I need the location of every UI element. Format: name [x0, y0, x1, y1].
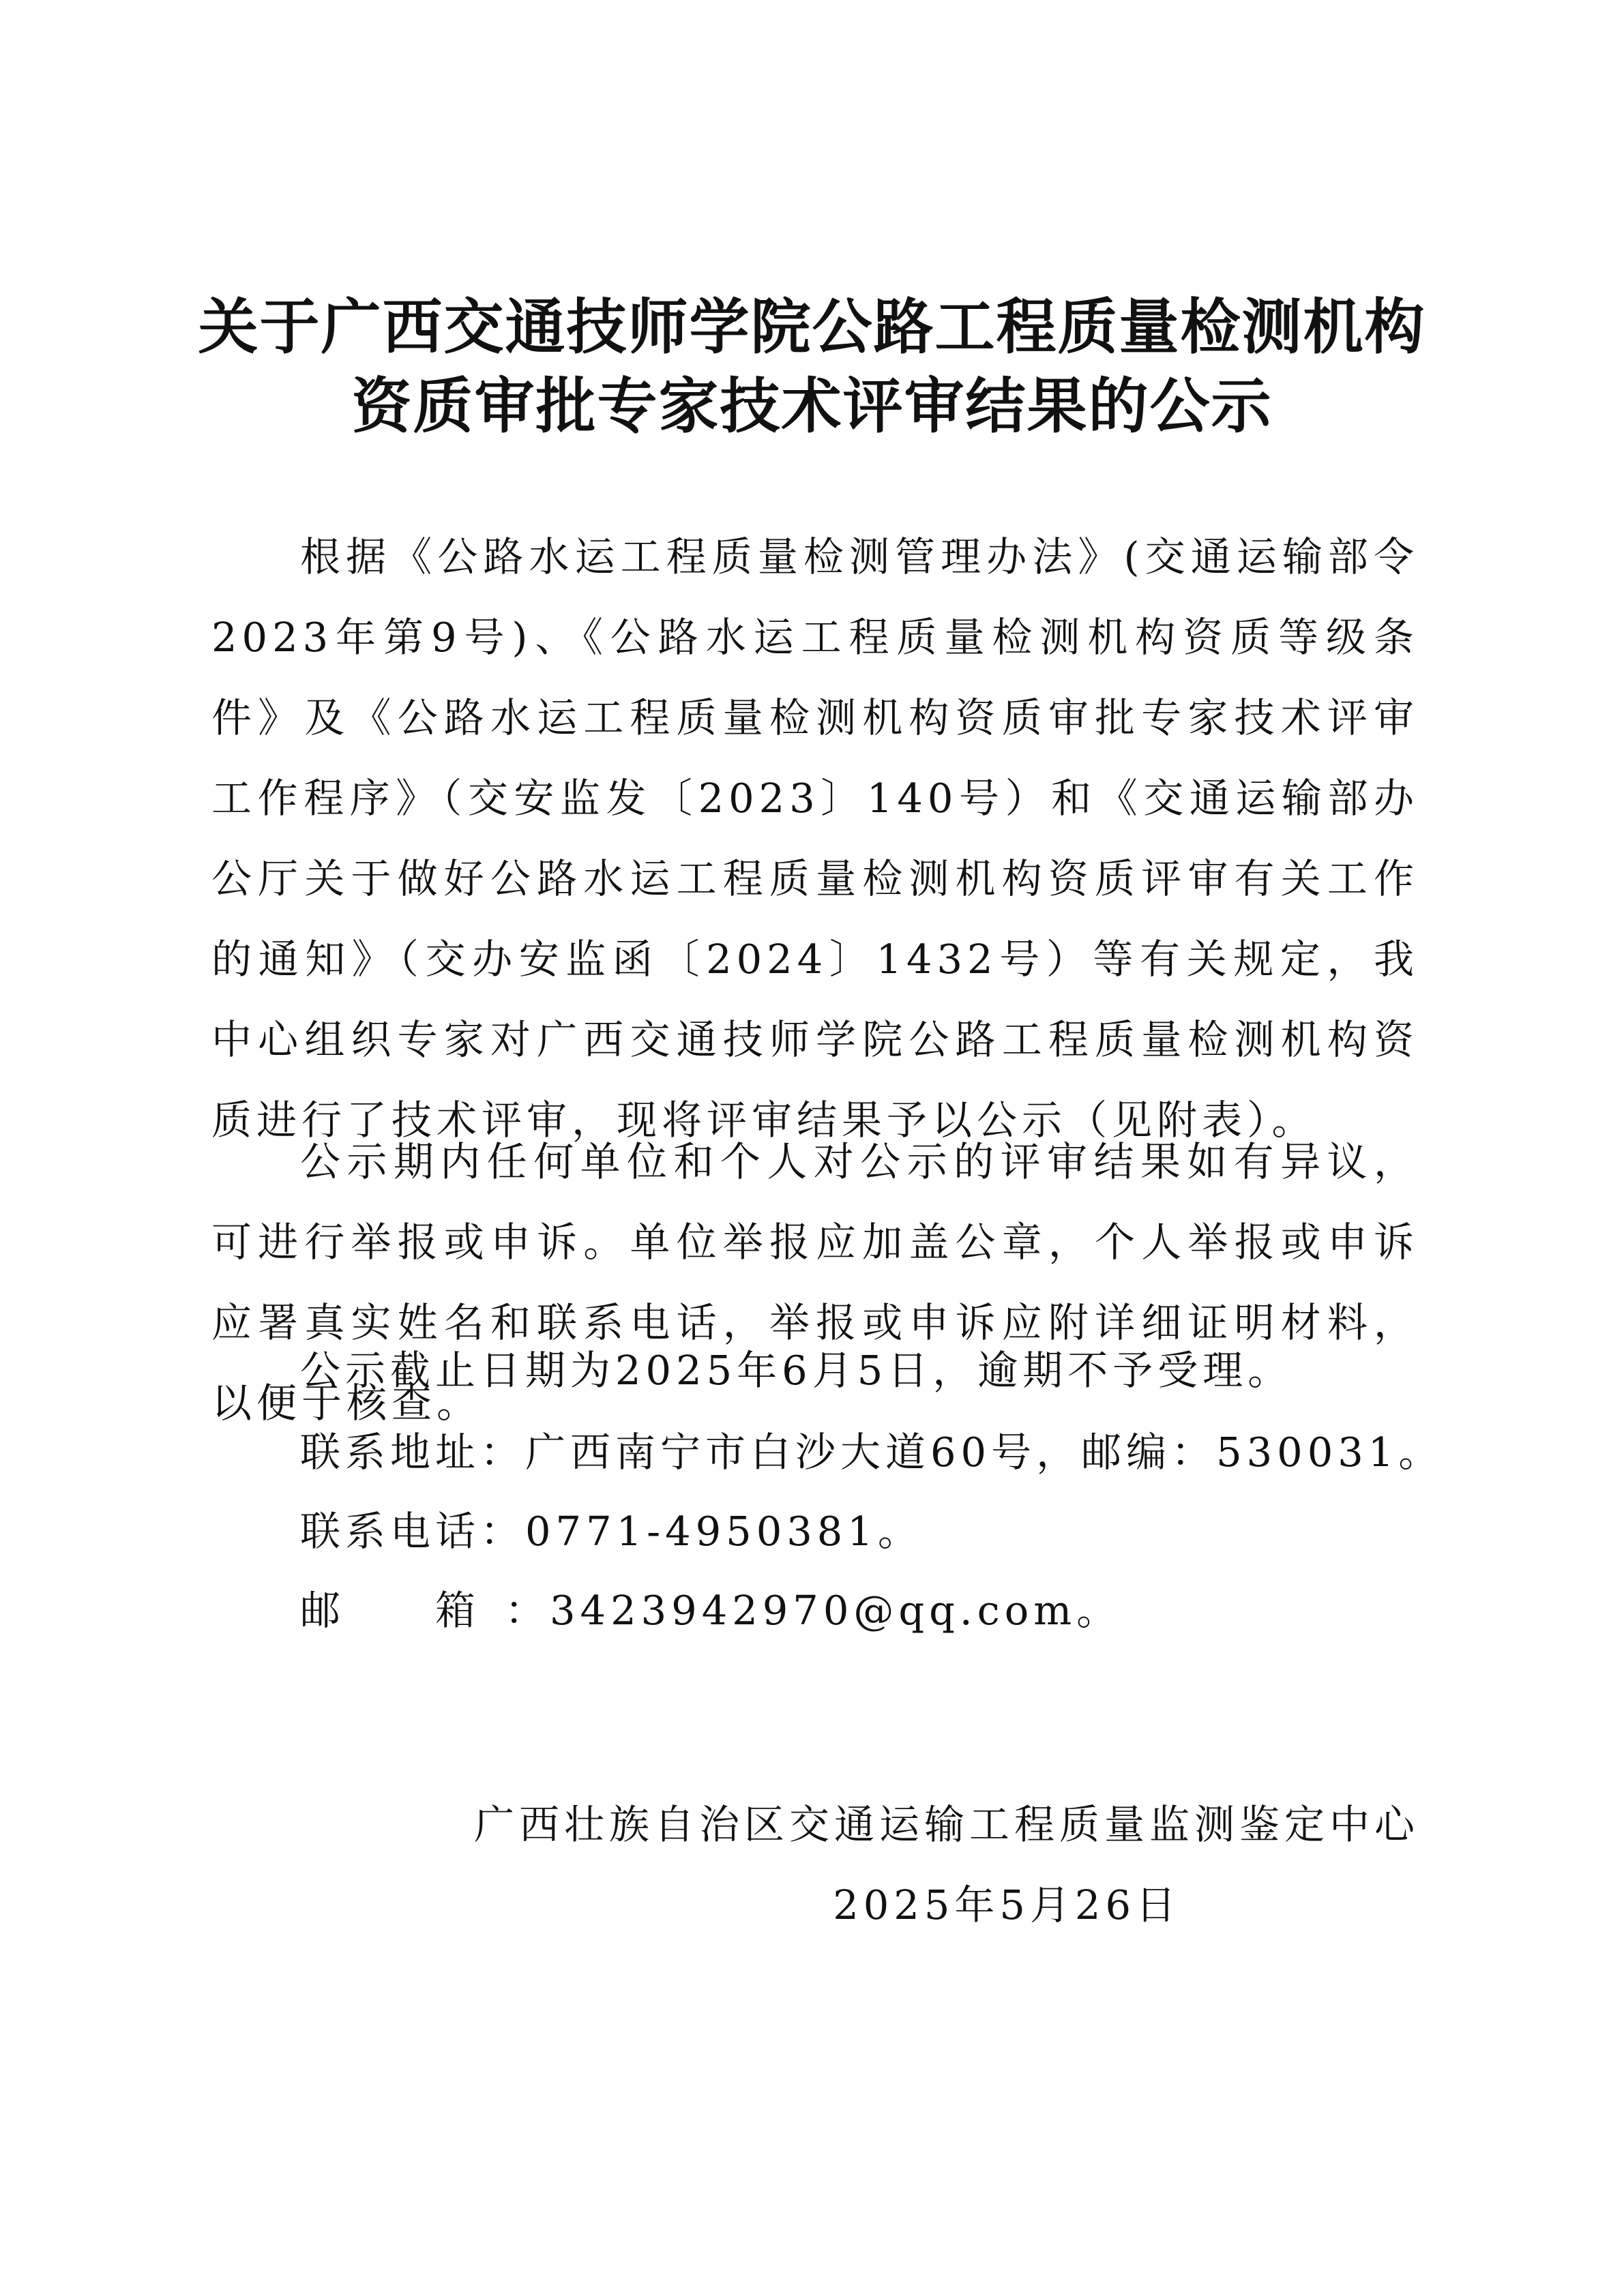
signature-organization: 广西壮族自治区交通运输工程质量监测鉴定中心: [473, 1801, 1419, 1848]
signature-date: 2025年5月26日: [833, 1881, 1181, 1928]
contact-phone: 联系电话：0771-4950381。: [300, 1508, 923, 1555]
body-paragraph-basis: 根据《公路水运工程质量检测管理办法》(交通运输部令2023年第9号)、《公路水运工程质量检测机构资质等级条件》及《公路水运工程质量检测机构资质审批专家技术评审工作程序》（交安监发〔2023〕140号）和《交通运输部办公厅关于做好公路水运工程质量检测机构资质评审有关工作的通知》（交办安监函〔2024〕1432号）等有关规定，我中心组织专家对广西交通技师学院公路工程质量检测机构资质进行了技术评审，现将评审结果予以公示（见附表）。: [211, 533, 1419, 1144]
email-label: 邮 箱: [300, 1587, 481, 1634]
contact-address: 联系地址：广西南宁市白沙大道60号，邮编：530031。: [300, 1429, 1444, 1476]
contact-email: [300, 1577, 1121, 1645]
email-value: ：3423942970@qq.com。: [505, 1587, 1122, 1634]
body-paragraph-objection: 公示期内任何单位和个人对公示的评审结果如有异议，可进行举报或申诉。单位举报应加盖公章，个人举报或申诉应署真实姓名和联系电话，举报或申诉应附详细证明材料，以便于核查。: [211, 1138, 1419, 1427]
document-title-line-1: 关于广西交通技师学院公路工程质量检测机构: [198, 292, 1426, 362]
deadline-text: 公示截止日期为2025年6月5日，逾期不予受理。: [300, 1347, 1293, 1394]
document-title-line-2: 资质审批专家技术评审结果的公示: [351, 371, 1273, 441]
